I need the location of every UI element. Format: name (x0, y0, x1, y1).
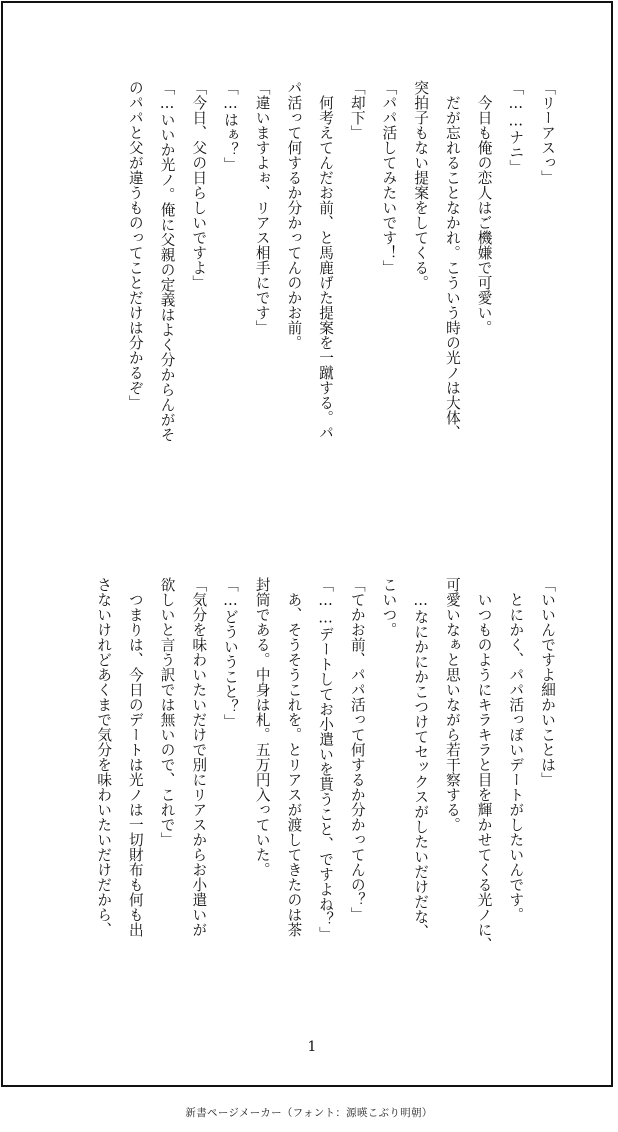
text-line: 「気分を味わいたいだけで別にリアスからお小遣いが (190, 577, 208, 937)
text-line: 「……デートしてお小遣いを貰うこと、ですよね？」 (317, 577, 335, 942)
page-frame (1, 1, 613, 1087)
text-line: 「てかお前、パパ活って何するか分かってんの？」 (348, 577, 366, 922)
upper-text-block (53, 80, 563, 480)
text-line: つまりは、今日のデートは光ノは一切財布も何も出 (126, 577, 144, 937)
text-line: さないけれどあくまで気分を味わいたいだけだから、 (95, 577, 113, 937)
text-line: 可愛いなぁと思いながら若干察する。 (443, 577, 461, 832)
text-line: 今日も俺の恋人はご機嫌で可愛い。 (475, 80, 493, 335)
text-line: 欲しいと言う訳では無いので、これで」 (158, 577, 176, 847)
text-line: とにかく、パパ活っぽいデートがしたいんです。 (507, 577, 525, 922)
text-line: こいつ。 (380, 577, 398, 637)
text-line: 「…いいか光ノ。俺に父親の定義はよく分からんがそ (158, 80, 176, 443)
text-line: だが忘れることなかれ。こういう時の光ノは大体、 (443, 80, 461, 440)
text-line: 何考えてんだお前、と馬鹿げた提案を一蹴する。パ (317, 80, 335, 440)
text-line: 「いいんですよ細かいことは」 (539, 577, 556, 787)
text-line: …なにかにかこつけてセックスがしたいだけだな、 (412, 577, 430, 940)
text-line: あ、そうそうこれを。とリアスが渡してきたのは茶 (285, 577, 303, 937)
text-line: 突拍子もない提案をしてくる。 (412, 80, 430, 290)
text-line: 「今日、父の日らしいですよ」 (190, 80, 208, 290)
text-line: 封筒である。中身は札。五万円入っていた。 (253, 577, 271, 877)
footer-credit: 新書ページメーカー（フォント：源暎こぶり明朝） (185, 1107, 433, 1119)
text-line: 「リーアスっ」 (539, 80, 556, 185)
page-number: 1 (307, 1039, 317, 1055)
text-line: のパパと父が違うものってことだけは分かるぞ」 (126, 80, 144, 410)
text-line: 「…どういうこと？」 (221, 577, 239, 730)
text-line: パ活って何するか分かってんのかお前。 (285, 80, 303, 350)
text-line: 「…はぁ？」 (221, 80, 239, 173)
text-line: いつものようにキラキラと目を輝かせてくる光ノに、 (475, 577, 493, 952)
lower-text-block (53, 577, 563, 977)
text-line: 「……ナニ」 (507, 80, 525, 175)
text-line: 「パパ活してみたいです！」 (380, 80, 398, 275)
text-line: 「却下」 (348, 80, 366, 140)
text-line: 「違いますよぉ、リアス相手にです」 (253, 80, 271, 335)
